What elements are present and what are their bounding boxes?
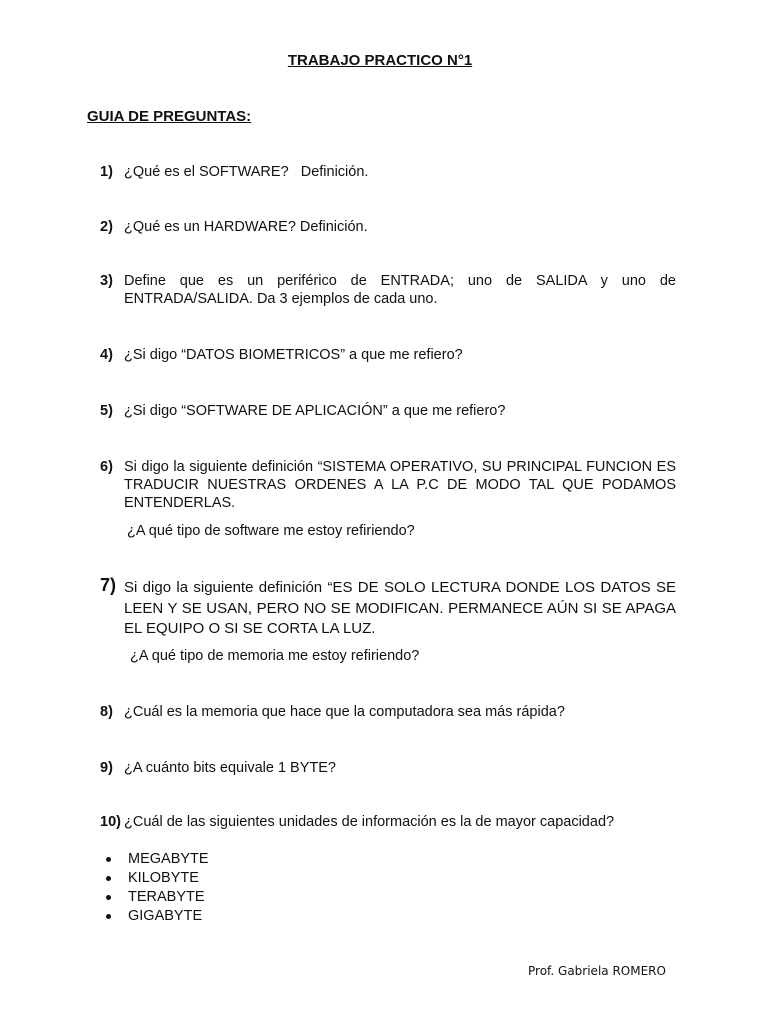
- question-5: [100, 402, 676, 420]
- question-7: [100, 575, 676, 640]
- options-list: [104, 850, 209, 926]
- question-text: ¿Qué es un HARDWARE? Definición.: [124, 219, 368, 235]
- question-number: 3): [100, 273, 113, 289]
- list-item: [104, 850, 209, 869]
- question-10: [100, 813, 676, 831]
- question-number: 1): [100, 164, 113, 180]
- question-7-follow-up: ¿A qué tipo de memoria me estoy refiriendo?: [130, 648, 420, 664]
- page-title: TRABAJO PRACTICO N°1: [287, 52, 473, 69]
- question-text: Si digo la siguiente definición “ES DE SOLO LECTURA DONDE LOS DATOS SE LEEN Y SE USAN, PERO NO SE MODIFICAN. PERMANECE AÚN SI SE APAGA EL EQUIPO O SI SE CORTA LA LUZ.: [124, 579, 676, 637]
- option-label: GIGABYTE: [128, 908, 203, 924]
- question-text: Si digo la siguiente definición “SISTEMA OPERATIVO, SU PRINCIPAL FUNCION ES TRADUCIR NUESTRAS ORDENES A LA P.C DE MODO TAL QUE PODAMOS ENTENDERLAS.: [124, 459, 676, 511]
- question-6: [100, 458, 676, 512]
- question-number: 10): [100, 814, 121, 830]
- footer-signature: Prof. Gabriela ROMERO: [528, 964, 666, 978]
- option-label: TERABYTE: [128, 889, 205, 905]
- question-9: [100, 759, 676, 777]
- option-label: MEGABYTE: [128, 851, 209, 867]
- question-text: ¿A cuánto bits equivale 1 BYTE?: [124, 760, 336, 776]
- question-2: [100, 218, 676, 236]
- question-text: Define que es un periférico de ENTRADA; uno de SALIDA y uno de ENTRADA/SALIDA. Da 3 ejemplos de cada uno.: [124, 273, 676, 307]
- question-number: 5): [100, 403, 113, 419]
- bullet-icon: [106, 914, 111, 919]
- question-3: [100, 272, 676, 308]
- question-text: ¿Qué es el SOFTWARE? Definición.: [124, 164, 369, 180]
- question-6-follow-up: ¿A qué tipo de software me estoy refiriendo?: [127, 523, 415, 539]
- section-heading: GUIA DE PREGUNTAS:: [87, 108, 252, 125]
- bullet-icon: [106, 857, 111, 862]
- list-item: [104, 907, 209, 926]
- question-1: [100, 163, 676, 181]
- question-number: 7): [100, 575, 117, 595]
- question-text: ¿Si digo “DATOS BIOMETRICOS” a que me refiero?: [124, 347, 463, 363]
- option-label: KILOBYTE: [128, 870, 199, 886]
- question-number: 4): [100, 347, 113, 363]
- question-4: [100, 346, 676, 364]
- bullet-icon: [106, 876, 111, 881]
- question-number: 8): [100, 704, 113, 720]
- question-number: 2): [100, 219, 113, 235]
- list-item: [104, 869, 209, 888]
- question-8: [100, 703, 676, 721]
- question-number: 9): [100, 760, 113, 776]
- question-text: ¿Cuál es la memoria que hace que la computadora sea más rápida?: [124, 704, 565, 720]
- list-item: [104, 888, 209, 907]
- bullet-icon: [106, 895, 111, 900]
- question-number: 6): [100, 459, 113, 475]
- question-text: ¿Cuál de las siguientes unidades de información es la de mayor capacidad?: [124, 814, 615, 830]
- question-text: ¿Si digo “SOFTWARE DE APLICACIÓN” a que me refiero?: [124, 403, 506, 419]
